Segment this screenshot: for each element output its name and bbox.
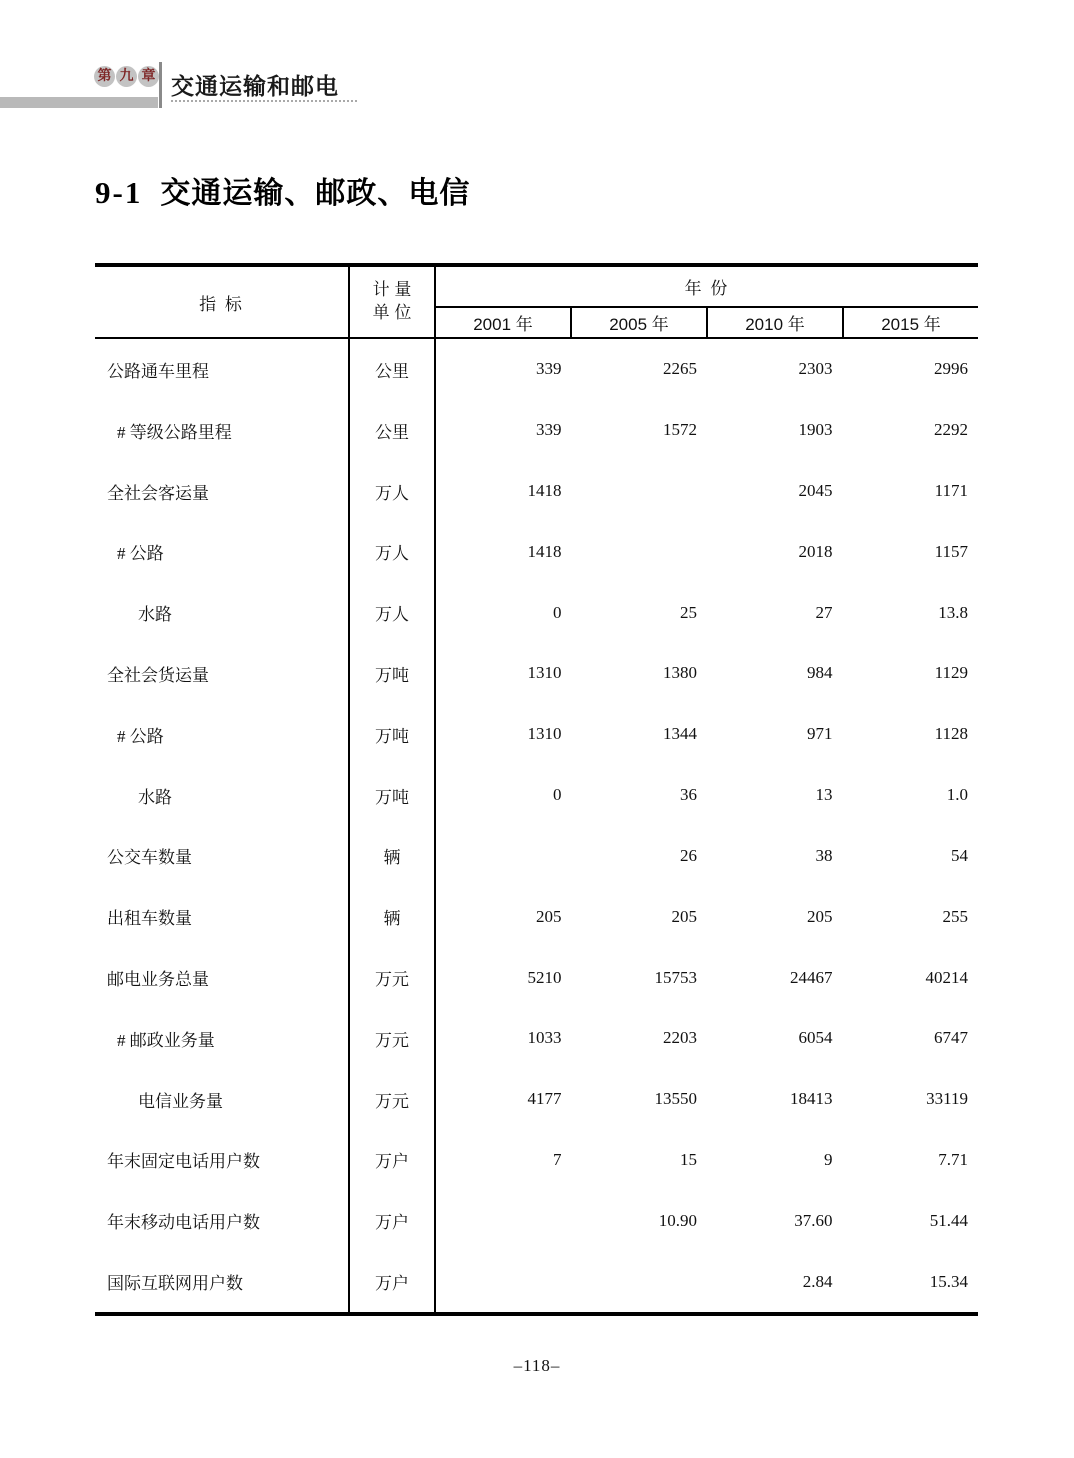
row-value-2001: 205 <box>536 906 562 926</box>
row-unit: 万人 <box>348 461 436 522</box>
row-unit: 万人 <box>348 521 436 582</box>
row-value-2015: 1129 <box>934 663 968 683</box>
row-indicator: 公路通车里程 <box>107 361 209 381</box>
table-row <box>95 400 978 461</box>
row-indicator: # 等级公路里程 <box>117 422 232 442</box>
table-row <box>95 1008 978 1069</box>
row-unit: 万元 <box>348 1008 436 1069</box>
row-unit: 辆 <box>348 886 436 947</box>
row-value-2001: 4177 <box>527 1089 562 1109</box>
section-title <box>95 168 470 212</box>
row-value-2005: 36 <box>680 785 697 805</box>
table-row <box>95 704 978 765</box>
chapter-badge-char: 第 <box>94 66 115 87</box>
header-unit <box>348 267 436 337</box>
statistics-table <box>95 263 978 1316</box>
page-number: –118– <box>513 1356 561 1375</box>
row-value-2001: 1310 <box>527 724 562 744</box>
row-value-2005: 2265 <box>663 359 697 379</box>
row-indicator: 全社会货运量 <box>107 665 209 685</box>
row-value-2005: 1572 <box>663 420 697 440</box>
row-value-2005 <box>572 521 708 582</box>
row-value-2001: 339 <box>536 359 562 379</box>
row-indicator: # 邮政业务量 <box>117 1030 215 1050</box>
table-row <box>95 461 978 522</box>
row-value-2015: 1.0 <box>946 785 968 805</box>
row-value-2005: 15753 <box>654 967 697 987</box>
row-unit: 公里 <box>348 339 436 400</box>
row-value-2005: 15 <box>680 1149 697 1169</box>
header-year-2005: 2005 年 <box>570 308 706 337</box>
row-value-2001: 1310 <box>527 663 562 683</box>
header-unit-line1: 计 量 <box>372 280 412 300</box>
table-row <box>95 1251 978 1312</box>
row-value-2010: 27 <box>815 602 833 622</box>
row-value-2010: 37.60 <box>794 1210 833 1230</box>
row-value-2005: 1380 <box>663 663 697 683</box>
row-value-2015: 7.71 <box>938 1149 968 1169</box>
row-indicator: 国际互联网用户数 <box>107 1274 243 1294</box>
row-indicator: # 公路 <box>117 544 164 564</box>
header-year-group-label: 年 份 <box>436 267 978 308</box>
row-value-2001 <box>436 826 572 887</box>
row-value-2010: 2.84 <box>802 1271 833 1291</box>
row-unit: 万户 <box>348 1251 436 1312</box>
row-value-2005: 13550 <box>654 1089 697 1109</box>
header-year-2015: 2015 年 <box>842 308 978 337</box>
row-value-2005: 26 <box>680 845 697 865</box>
header-unit-line2: 单 位 <box>372 303 412 322</box>
table-row <box>95 339 978 400</box>
row-unit: 万吨 <box>348 704 436 765</box>
row-value-2005: 25 <box>680 602 697 622</box>
row-value-2010: 984 <box>807 663 833 683</box>
row-unit: 万户 <box>348 1130 436 1191</box>
row-unit: 辆 <box>348 826 436 887</box>
row-value-2001: 0 <box>553 785 562 805</box>
row-value-2001: 7 <box>553 1149 562 1169</box>
table-body <box>95 339 978 1312</box>
row-value-2010: 205 <box>807 906 833 926</box>
row-indicator: 水路 <box>138 787 172 807</box>
chapter-title: 交通运输和邮电 <box>171 73 339 99</box>
row-value-2010: 38 <box>815 845 833 865</box>
row-value-2015: 13.8 <box>938 602 968 622</box>
row-value-2005: 1344 <box>663 724 697 744</box>
row-value-2015: 15.34 <box>929 1271 968 1291</box>
row-value-2010: 9 <box>824 1149 833 1169</box>
row-value-2001: 5210 <box>527 967 562 987</box>
row-value-2010: 2303 <box>798 359 833 379</box>
row-value-2015: 1128 <box>934 724 968 744</box>
section-name: 交通运输、邮政、电信 <box>160 177 471 210</box>
row-value-2010: 24467 <box>790 967 833 987</box>
table-row <box>95 765 978 826</box>
row-unit: 万户 <box>348 1190 436 1251</box>
row-value-2015: 40214 <box>925 967 968 987</box>
row-value-2001 <box>436 1251 572 1312</box>
chapter-badge-char: 九 <box>116 66 137 87</box>
table-row <box>95 521 978 582</box>
row-value-2010: 1903 <box>798 420 833 440</box>
row-value-2015: 33119 <box>926 1089 968 1109</box>
header-divider <box>159 62 162 108</box>
row-value-2005 <box>572 1251 708 1312</box>
row-value-2001: 1418 <box>527 541 562 561</box>
row-unit: 万元 <box>348 1069 436 1130</box>
row-value-2005: 10.90 <box>658 1210 697 1230</box>
header-year-row <box>436 308 978 337</box>
row-value-2005: 2203 <box>663 1028 697 1048</box>
row-value-2001: 339 <box>536 420 562 440</box>
row-value-2015: 51.44 <box>929 1210 968 1230</box>
row-indicator: 公交车数量 <box>107 848 192 868</box>
table-row <box>95 643 978 704</box>
row-indicator: # 公路 <box>117 726 164 746</box>
table-row <box>95 582 978 643</box>
row-value-2015: 255 <box>942 906 968 926</box>
header-indicator: 指 标 <box>199 294 244 314</box>
table-row <box>95 1190 978 1251</box>
row-indicator: 全社会客运量 <box>107 483 209 503</box>
row-value-2010: 18413 <box>790 1089 833 1109</box>
row-unit: 万吨 <box>348 765 436 826</box>
row-value-2005 <box>572 461 708 522</box>
row-value-2015: 1157 <box>934 541 968 561</box>
row-indicator: 邮电业务总量 <box>107 970 209 990</box>
header-year-2010: 2010 年 <box>706 308 842 337</box>
chapter-badge <box>94 66 159 87</box>
row-value-2015: 6747 <box>934 1028 968 1048</box>
row-value-2001: 1033 <box>527 1028 562 1048</box>
row-value-2010: 13 <box>815 785 833 805</box>
table-row <box>95 1069 978 1130</box>
row-indicator: 年末固定电话用户数 <box>107 1152 260 1172</box>
row-value-2001: 0 <box>553 602 562 622</box>
row-indicator: 电信业务量 <box>138 1091 223 1111</box>
table-row <box>95 947 978 1008</box>
row-indicator: 年末移动电话用户数 <box>107 1213 260 1233</box>
row-value-2015: 54 <box>951 845 968 865</box>
row-value-2010: 2045 <box>798 481 833 501</box>
row-unit: 万元 <box>348 947 436 1008</box>
row-unit: 万吨 <box>348 643 436 704</box>
row-value-2015: 2292 <box>934 420 968 440</box>
header-year-2001: 2001 年 <box>473 315 533 334</box>
row-unit: 万人 <box>348 582 436 643</box>
chapter-badge-char: 章 <box>138 66 159 87</box>
row-value-2001 <box>436 1190 572 1251</box>
table-row <box>95 1130 978 1191</box>
row-value-2010: 971 <box>807 724 833 744</box>
row-value-2001: 1418 <box>527 481 562 501</box>
row-value-2015: 2996 <box>934 359 968 379</box>
table-row <box>95 826 978 887</box>
table-row <box>95 886 978 947</box>
row-value-2010: 2018 <box>798 541 833 561</box>
row-value-2005: 205 <box>671 906 697 926</box>
row-unit: 公里 <box>348 400 436 461</box>
chapter-title-underline <box>171 100 357 102</box>
row-indicator: 出租车数量 <box>107 909 192 929</box>
header-year-group <box>436 267 978 337</box>
row-indicator: 水路 <box>138 605 172 625</box>
table-header <box>95 267 978 339</box>
header-gray-bar <box>0 97 158 108</box>
row-value-2010: 6054 <box>798 1028 833 1048</box>
row-value-2015: 1171 <box>934 481 968 501</box>
section-number: 9-1 <box>95 175 143 210</box>
